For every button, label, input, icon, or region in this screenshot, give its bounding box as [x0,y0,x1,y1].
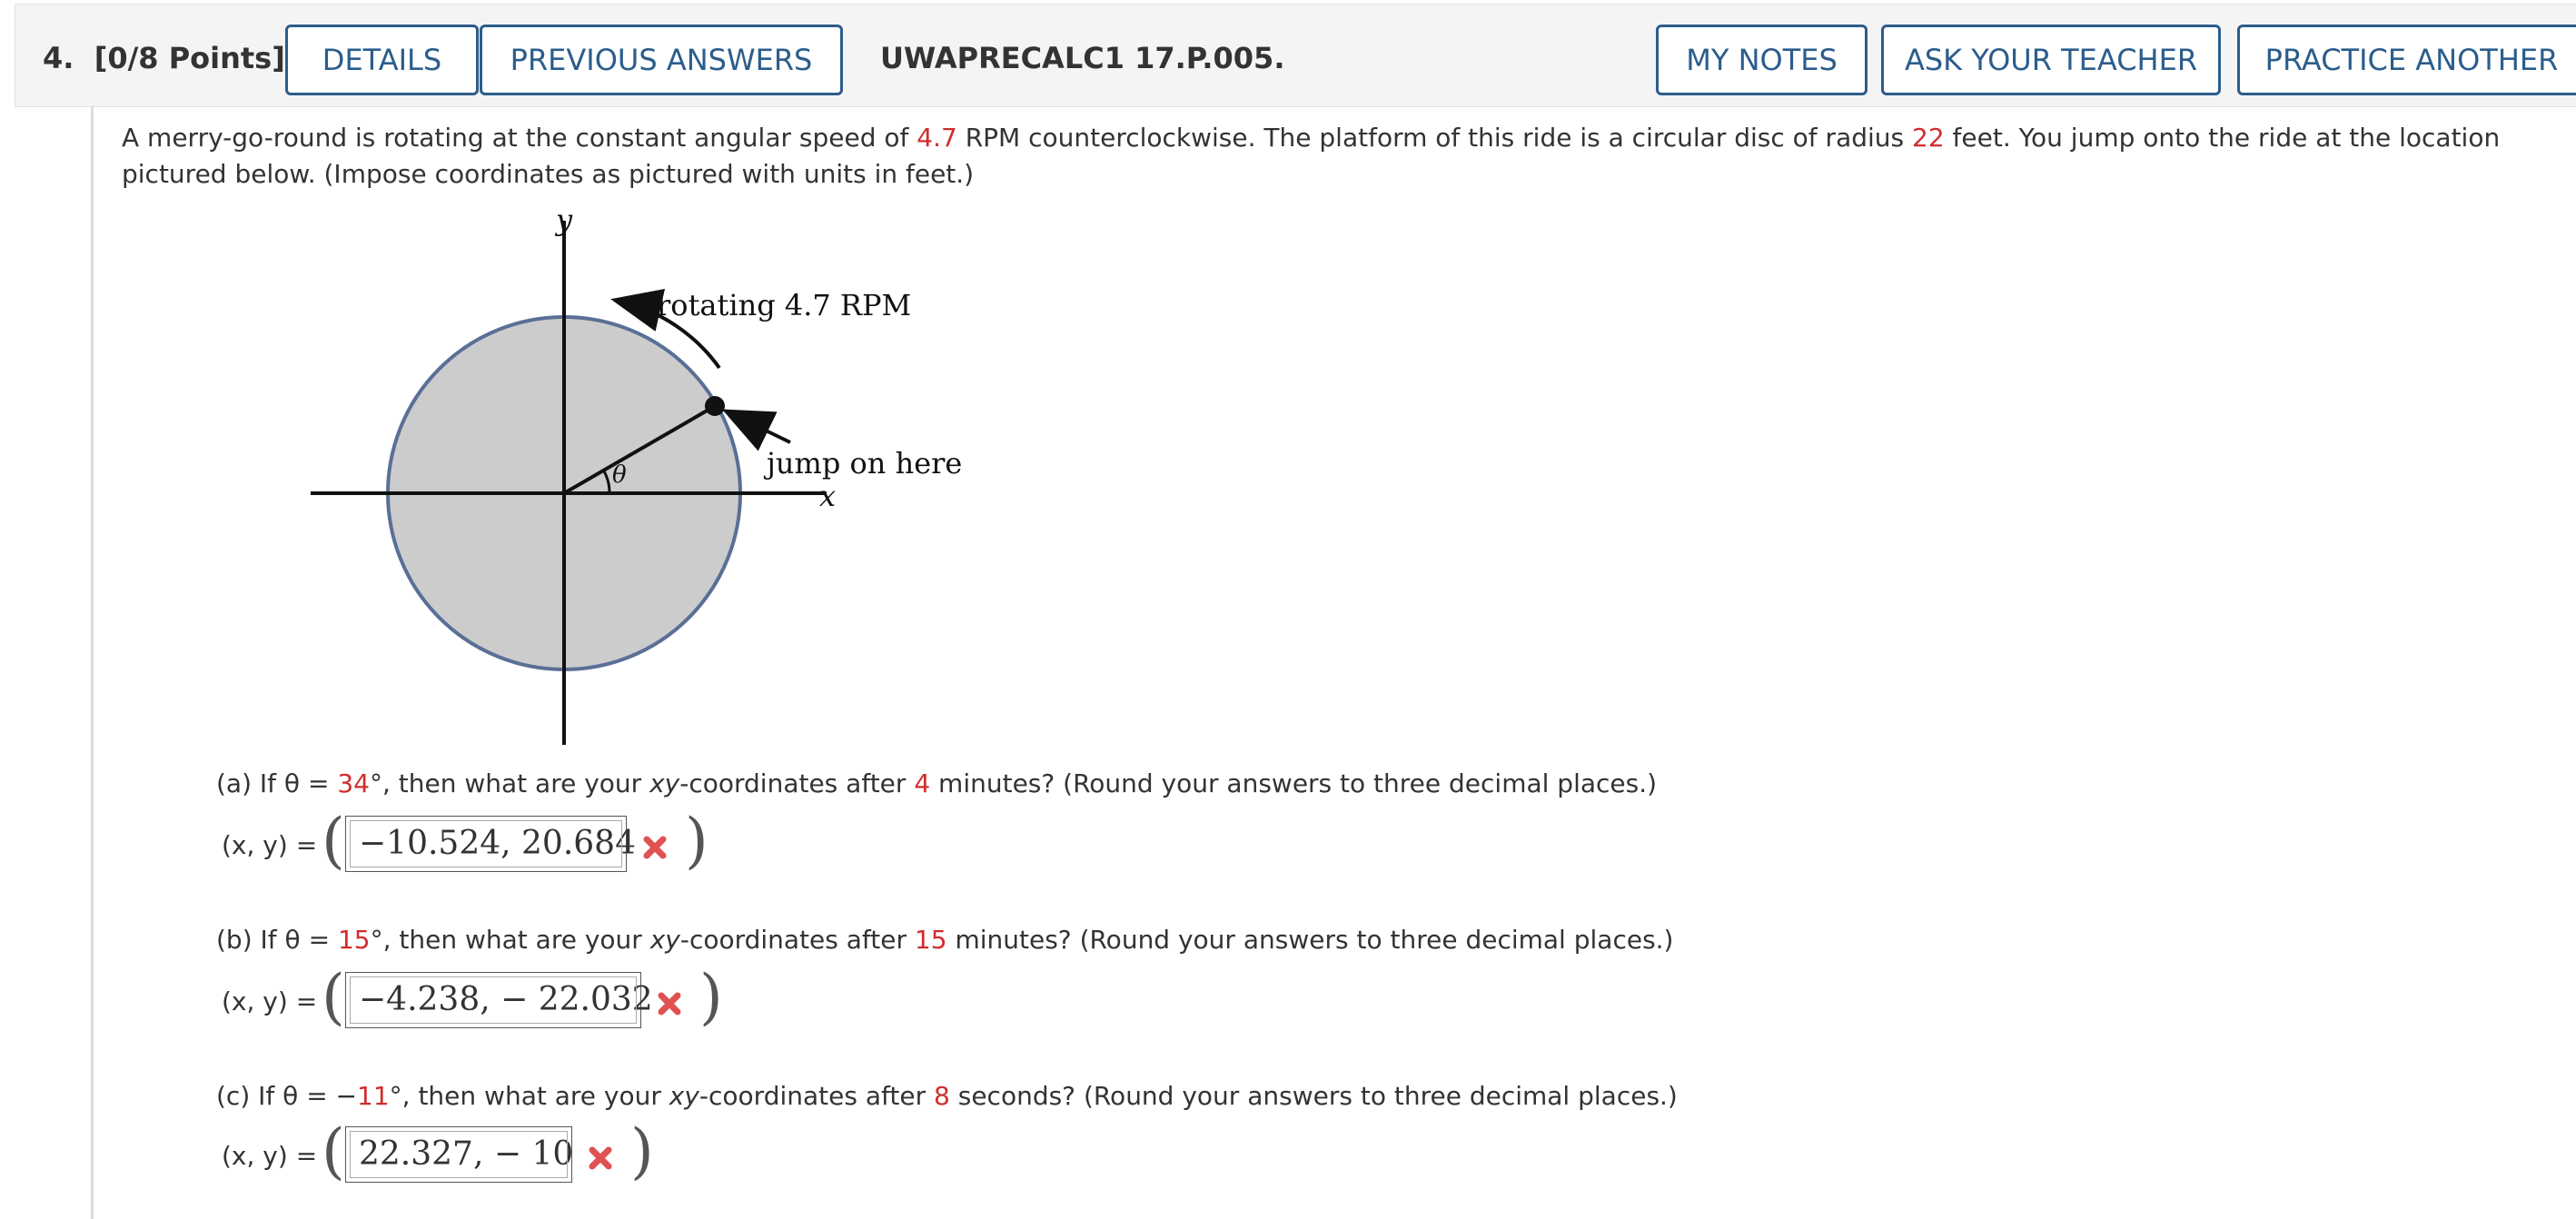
part-a-answer-row [222,806,730,883]
ask-your-teacher-button[interactable]: ASK YOUR TEACHER [1881,25,2221,95]
x-axis-label: x [819,479,837,513]
question-number: 4. [0/8 Points] [43,41,285,75]
previous-answers-button[interactable]: PREVIOUS ANSWERS [480,25,843,95]
part-b-answer-row [222,962,748,1039]
part-a-answer-input[interactable]: −10.524, 20.684 [345,816,627,872]
details-button[interactable]: DETAILS [285,25,479,95]
part-b-question: (b) If θ = 15°, then what are your xy-coordinates after 15 minutes? (Round your answers to three decimal places.) [216,925,1674,955]
y-axis-label: y [556,204,573,237]
xy-label: (x, y) = [222,986,318,1016]
practice-another-button[interactable]: PRACTICE ANOTHER [2237,25,2576,95]
content-left-border [91,107,94,1219]
close-paren: ) [630,1116,654,1186]
incorrect-icon [641,834,669,861]
points-badge: [0/8 Points] [94,41,285,75]
part-c-question: (c) If θ = −11°, then what are your xy-coordinates after 8 seconds? (Round your answers to three decimal places.) [216,1081,1678,1111]
xy-label: (x, y) = [222,830,318,860]
part-b-answer-input[interactable]: −4.238, − 22.032 [345,972,641,1028]
radius-value: 22 [1912,123,1945,153]
question-header [15,4,2576,107]
close-paren: ) [699,962,723,1032]
incorrect-icon [587,1145,614,1172]
part-c-answer-input[interactable]: 22.327, − 10 [345,1126,572,1183]
xy-label: (x, y) = [222,1141,318,1171]
jump-arrow [728,412,790,442]
open-paren: ( [322,806,345,876]
jump-label: jump on here [767,446,963,481]
question-id: UWAPRECALC1 17.P.005. [880,41,1285,75]
close-paren: ) [685,806,708,876]
jump-point [705,396,725,416]
part-c-answer-row [222,1116,694,1194]
question-text: A merry-go-round is rotating at the constant angular speed of 4.7 RPM counterclockwise. The platform of this ride is a circular disc of radius 22 feet. You jump onto the ride at the location pictured below. (Impose coordinates as pictured with units in feet.) [122,123,2501,189]
my-notes-button[interactable]: MY NOTES [1656,25,1868,95]
rotating-label: rotating 4.7 RPM [657,288,912,322]
incorrect-icon [656,990,683,1017]
merry-go-round-diagram [300,204,1008,749]
part-a-question: (a) If θ = 34°, then what are your xy-coordinates after 4 minutes? (Round your answers to three decimal places.) [216,768,1658,798]
open-paren: ( [322,962,345,1032]
open-paren: ( [322,1116,345,1186]
rpm-value: 4.7 [916,123,957,153]
theta-label: θ [612,461,627,489]
